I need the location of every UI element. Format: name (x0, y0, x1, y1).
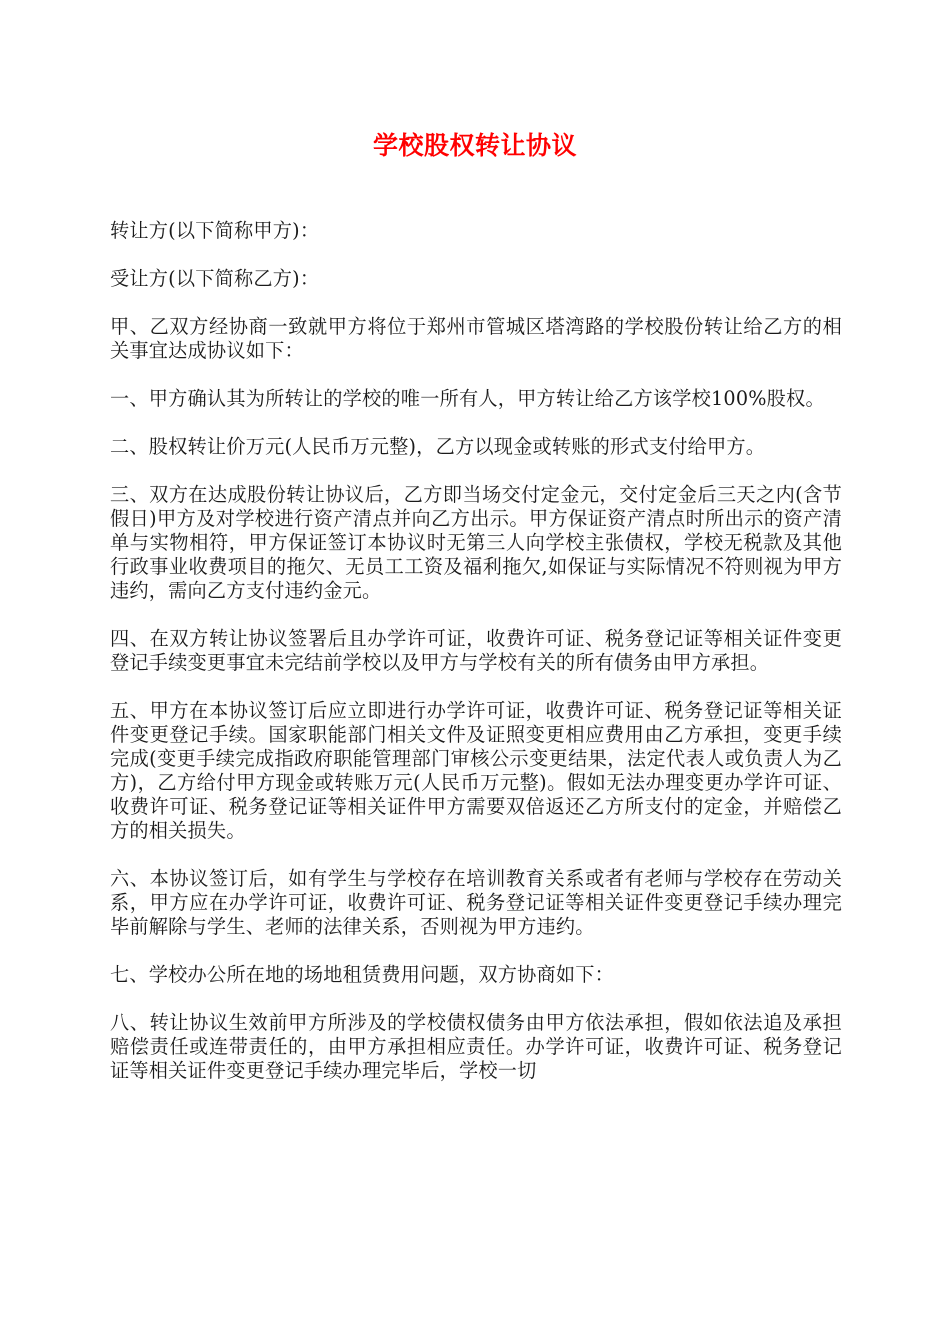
paragraph-transferor: 转让方(以下简称甲方)： (110, 219, 320, 242)
paragraph-transferee: 受让方(以下简称乙方)： (110, 267, 320, 290)
paragraph-clause-6: 六、本协议签订后，如有学生与学校存在培训教育关系或者有老师与学校存在劳动关系，甲方应在办学许可证，收费许可证、税务登记证等相关证件变更登记手续办理完毕前解除与学生、老师的法律关系，否则视为甲方违约。 (110, 867, 842, 938)
document-body (110, 219, 842, 1107)
paragraph-clause-7: 七、学校办公所在地的场地租赁费用问题，双方协商如下： (110, 963, 615, 986)
paragraph-clause-3: 三、双方在达成股份转让协议后，乙方即当场交付定金元，交付定金后三天之内(含节假日)甲方及对学校进行资产清点并向乙方出示。甲方保证资产清点时所出示的资产清单与实物相符，甲方保证签订本协议时无第三人向学校主张债权，学校无税款及其他行政事业收费项目的拖欠、无员工工资及福利拖欠,如保证与实际情况不符则视为甲方违约，需向乙方支付违约金元。 (110, 483, 842, 602)
paragraph-preamble: 甲、乙双方经协商一致就甲方将位于郑州市管城区塔湾路的学校股份转让给乙方的相关事宜达成协议如下： (110, 315, 842, 362)
paragraph-clause-4: 四、在双方转让协议签署后且办学许可证，收费许可证、税务登记证等相关证件变更登记手续变更事宜未完结前学校以及甲方与学校有关的所有债务由甲方承担。 (110, 627, 842, 674)
paragraph-clause-1: 一、甲方确认其为所转让的学校的唯一所有人，甲方转让给乙方该学校100%股权。 (110, 387, 825, 410)
document-title: 学校股权转让协议 (372, 131, 577, 160)
paragraph-clause-2: 二、股权转让价万元(人民币万元整)，乙方以现金或转账的形式支付给甲方。 (110, 435, 766, 458)
paragraph-clause-8: 八、转让协议生效前甲方所涉及的学校债权债务由甲方依法承担，假如依法追及承担赔偿责任或连带责任的，由甲方承担相应责任。办学许可证，收费许可证、税务登记证等相关证件变更登记手续办理完毕后，学校一切 (110, 1011, 842, 1082)
paragraph-clause-5: 五、甲方在本协议签订后应立即进行办学许可证，收费许可证、税务登记证等相关证件变更登记手续。国家职能部门相关文件及证照变更相应费用由乙方承担，变更手续完成(变更手续完成指政府职能管理部门审核公示变更结果，法定代表人或负责人为乙方)，乙方给付甲方现金或转账万元(人民币万元整)。假如无法办理变更办学许可证、收费许可证、税务登记证等相关证件甲方需要双倍返还乙方所支付的定金，并赔偿乙方的相关损失。 (110, 699, 842, 842)
